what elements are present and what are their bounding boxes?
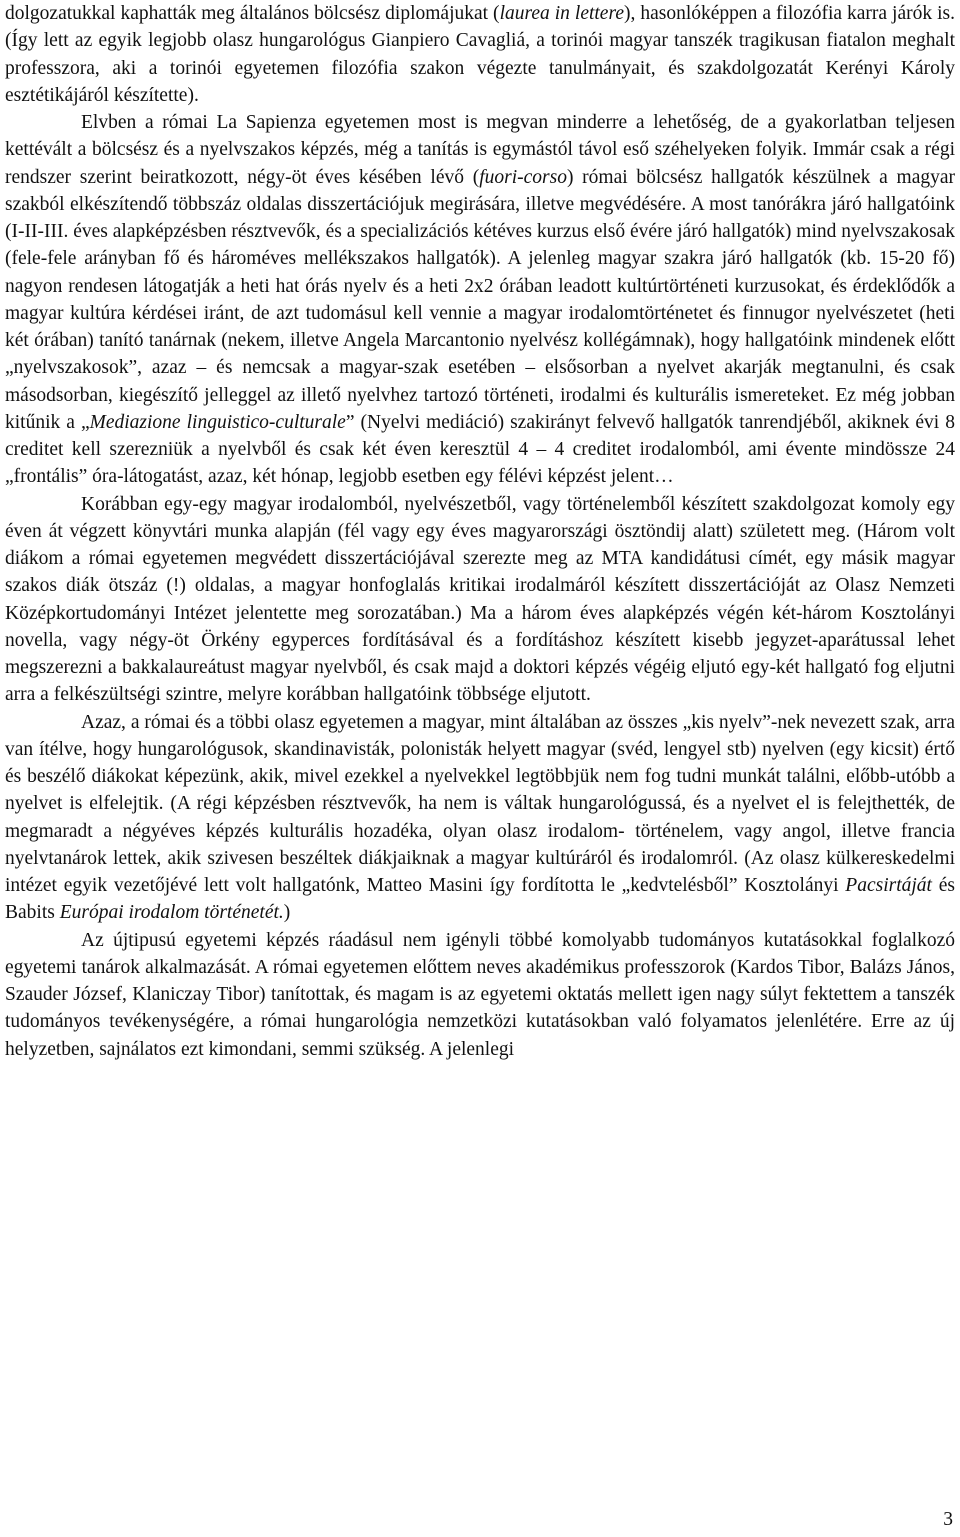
p4-italic-pacsirta: Pacsirtáját (845, 875, 932, 896)
p1-text-b: ), hasonlóképpen a filozófia karra járók is. (Így lett az egyik legjobb olasz hungarológus Gianpiero Cavagliá, a torinói magyar tanszék tragikusan fiatalon meghalt professzora, aki a torinói egyetemen filozófia szakon végezte tanulmányait, és szakdolgozatát Kerényi Károly esztétikájáról készítette). (5, 3, 955, 106)
p2-italic-fuori-corso: fuori-corso (479, 166, 567, 188)
p4-text-b: és Babits (5, 875, 955, 924)
paragraph-3: Korábban egy-egy magyar irodalomból, nyelvészetből, vagy történelemből készített szakdolgozat komoly egy éven át végzett könyvtári munka alapján (fél vagy egy éves magyarországi ösztöndij alatt) született meg. (Három volt diákom a római egyetemen megvédett disszertációjával szerezte meg az MTA kandidátusi címét, egy másik magyar szakos diák ötszáz (!) oldalas, a magyar honfoglalás kritikai irodalmáról készített disszertációját az Olasz Nemzeti Középkortudományi Intézet jelentette meg sorozatában.) Ma a három éves alapképzés végén két-három Kosztolányi novella, vagy négy-öt Örkény egyperces fordításával és a fordításhoz készített kisebb jegyzet-aparátussal lehet megszerezni a bakkalaureátust magyar nyelvből, és csak majd a doktori képzés végéig eljutó egy-két hallgató fog eljutni arra a felkészültségi szintre, melyre korábban hallgatóink többsége eljutott. (5, 493, 955, 706)
paragraph-2 (5, 109, 955, 491)
paragraph-4 (5, 709, 955, 927)
p1-text-a: dolgozatukkal kaphatták meg általános bölcsész diplomájukat ( (5, 3, 500, 24)
paragraph-5: Az újtipusú egyetemi képzés ráadásul nem igényli többé komolyabb tudományos kutatásokkal foglalkozó egyetemi tanárok alkalmazását. A római egyetemen előttem neves akadémikus professzorok (Kardos Tibor, Balázs János, Szauder József, Klaniczay Tibor) tanítottak, és magam is az egyetemi oktatás mellett igen nagy súlyt fektettem a tanszék tudományos tevékenységére, a római hungarológia nemzetközi kutatásokban való folyamatos jelenlétére. Erre az új helyzetben, sajnálatos ezt kimondani, semmi szükség. A jelenlegi (5, 929, 955, 1060)
p2-text-a: Elvben a római La Sapienza egyetemen most is megvan minderre a lehetőség, de a gyakorlatban teljesen kettévált a bölcsész és a nyelvszakos képzés, még a tanítás is egymástól távol eső széhelyeken folyik. Immár csak a régi rendszer szerint beiratkozott, négy-öt éves késében lévő ( (5, 112, 955, 188)
p4-text-a: Azaz, a római és a többi olasz egyetemen a magyar, mint általában az összes „kis nyelv”-nek nevezett szak, arra van ítélve, hogy hungarológusok, skandinavisták, polonisták helyett magyar (svéd, lengyel stb) nyelven (egy kicsit) értő és beszélő diákokat képezünk, akik, mivel ezekkel a nyelvekkel legtöbbjük nem fog tudni munkát találni, előbb-utóbb a nyelvet is elfelejtik. (A régi képzésben résztvevők, ha nem is váltak hungarológussá, és a nyelvet el is felejthették, de megmaradt a négyéves képzés kulturális hozadéka, olyan olasz irodalom- történelem, vagy angol, illetve francia nyelvtanárok lettek, akik szivesen beszéltek diákjaiknak a magyar kultúráról és irodalomról. (Az olasz külkereskedelmi intézet egyik vezetőjévé lett volt hallgatónk, Matteo Masini így fordította le „kedvtelésből” Kosztolányi (5, 711, 955, 896)
document-page (5, 0, 955, 1063)
p2-text-c: ” (Nyelvi mediáció) szakirányt felvevő hallgatók tanrendjéből, akiknek évi 8 creditet kell szerezniük a nyelvből és csak két éven keresztül 4 – 4 creditet irodalomból, ami évente mindössze 24 „frontális” óra-látogatást, azaz, két hónap, legjobb esetben egy félévi képzést jelent… (5, 411, 955, 488)
p4-text-c: ) (283, 902, 291, 924)
p4-italic-europai: Európai irodalom történetét. (59, 902, 284, 924)
p1-italic-laurea: laurea in lettere (499, 3, 624, 24)
p2-italic-mediazione: Mediazione linguistico-culturale (89, 411, 346, 433)
paragraph-1 (5, 0, 955, 109)
page-number: 3 (943, 1509, 953, 1530)
p2-text-b: ) római bölcsész hallgatók készülnek a magyar szakból elkészítendő többszáz oldalas disszertációjuk megirására, illetve megvédésére. A most tanórákra járó hallgatóink (I-II-III. éves alapképzésben résztvevők, és a specializációs kétéves kurzus első évére járó hallgatók) mind nyelvszakosak (fele-fele arányban fő és hároméves mellékszakos hallgatók). A jelenleg magyar szakra járó hallgatók (kb. 15-20 fő) nagyon rendesen látogatják a heti hat órás nyelv és a heti 2x2 órában leadott kultúrtörténeti kurzusokat, és érdeklődők a magyar kultúra kérdései iránt, de azt tudomásul kell vennie a magyar irodalomtörténetet és finnugor nyelvészetet (heti két órában) tanító tanárnak (nekem, illetve Angela Marcantonio nyelvész kollégámnak), hogy hallgatóink mindenek előtt „nyelvszakosok”, azaz – és nemcsak a magyar-szak esetében – elsősorban a nyelvet akarják megtanulni, és csak másodsorban, kiegészítő jelleggel az illető nyelvhez tartozó történeti, irodalmi és kulturális ismereteket. Ez még jobban kitűnik a „ (5, 166, 956, 433)
